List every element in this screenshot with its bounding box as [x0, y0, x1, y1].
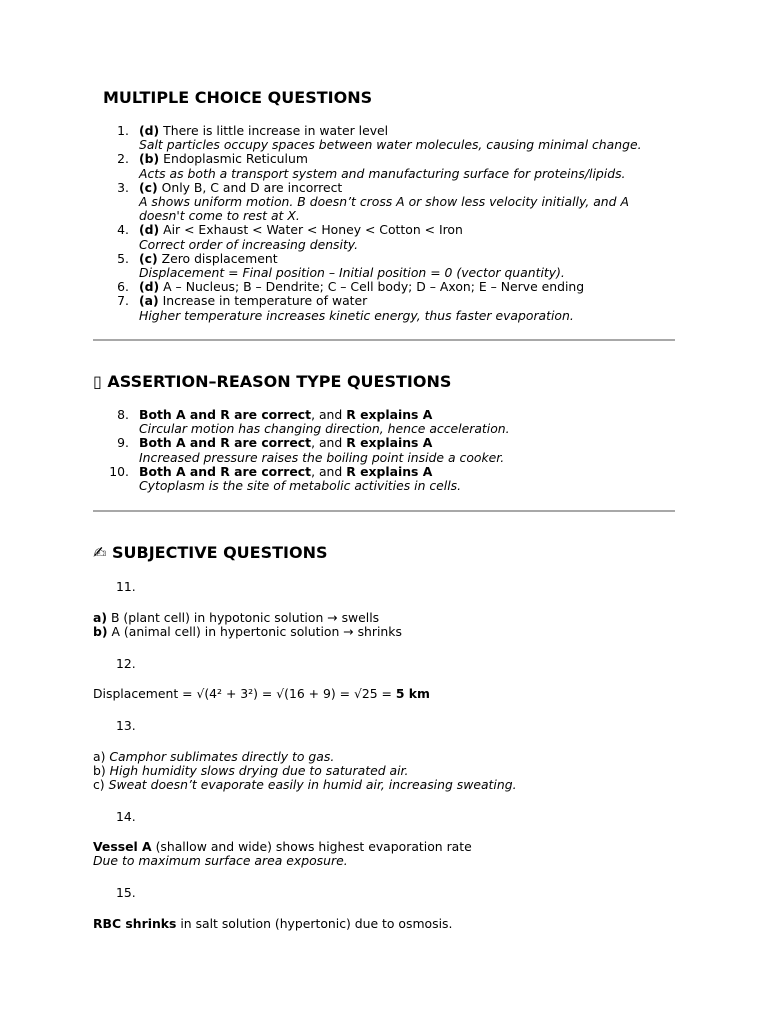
answer-text: (shallow and wide) shows highest evaporation rate — [151, 839, 472, 854]
explanation: Acts as both a transport system and manufacturing surface for proteins/lipids. — [139, 165, 626, 181]
box-icon: ▯ — [93, 372, 102, 391]
section-divider — [93, 510, 675, 512]
item-number: 1. — [117, 123, 129, 138]
answer-text: A – Nucleus; B – Dendrite; C – Cell body; D – Axon; E – Nerve ending — [159, 279, 585, 295]
answer-text: There is little increase in water level — [159, 123, 389, 138]
answer-text: Zero displacement — [157, 250, 278, 266]
question-number: 12. — [116, 656, 136, 671]
question-number: 13. — [116, 718, 136, 733]
explanation: Increased pressure raises the boiling point inside a cooker. — [139, 449, 505, 465]
option-label: (c) — [139, 250, 158, 266]
mcq-list — [93, 124, 693, 323]
section-divider — [93, 339, 675, 341]
part-text: Camphor sublimates directly to gas. — [109, 749, 335, 764]
item-number: 2. — [117, 151, 129, 167]
question-number: 14. — [116, 809, 136, 824]
part-label: b) — [93, 763, 110, 779]
answer-block-12 — [93, 687, 693, 701]
explanation: Cytoplasm is the site of metabolic activities in cells. — [139, 478, 462, 494]
explanation: A shows uniform motion. B doesn’t cross A or show less velocity initially, and A doesn't come to rest at X. — [139, 194, 629, 224]
answer-text: Air < Exhaust < Water < Honey < Cotton < Iron — [159, 222, 463, 238]
answer-text: Increase in temperature of water — [158, 293, 368, 309]
list-item — [93, 465, 693, 493]
list-item — [93, 252, 693, 280]
assertion-heading — [93, 373, 451, 391]
subjective-heading-text: SUBJECTIVE QUESTIONS — [111, 543, 328, 562]
assertion-heading-text: ASSERTION–REASON TYPE QUESTIONS — [107, 372, 452, 391]
explanation: Displacement = Final position – Initial position = 0 (vector quantity). — [139, 265, 565, 281]
answer-block-14 — [93, 840, 693, 868]
answer-connector: , and — [311, 463, 347, 479]
list-item — [93, 280, 693, 294]
explanation: Circular motion has changing direction, hence acceleration. — [139, 421, 510, 437]
item-number: 10. — [109, 463, 129, 479]
part-label: c) — [93, 777, 109, 793]
list-item — [93, 124, 693, 152]
answer-bold: Both A and R are correct — [139, 435, 312, 451]
explanation: Salt particles occupy spaces between water molecules, causing minimal change. — [139, 137, 642, 153]
option-label: (d) — [139, 123, 160, 138]
displacement-formula: Displacement = √(4² + 3²) = √(16 + 9) = √25 = — [93, 686, 396, 701]
answer-block-15 — [93, 917, 693, 931]
list-item — [93, 152, 693, 180]
answer-bold: R explains A — [346, 407, 433, 422]
answer-text: in salt solution (hypertonic) due to osmosis. — [176, 916, 453, 931]
answer-block-11 — [93, 611, 693, 639]
writing-hand-icon: ✍ — [93, 543, 107, 562]
part-label: a) — [93, 610, 108, 625]
item-number: 6. — [117, 279, 129, 295]
subjective-heading — [93, 544, 328, 562]
answer-bold: Both A and R are correct — [139, 407, 312, 422]
answer-connector: , and — [311, 435, 347, 451]
displacement-result: 5 km — [395, 686, 430, 701]
list-item — [93, 223, 693, 251]
item-number: 9. — [117, 435, 129, 451]
list-item — [93, 408, 693, 436]
list-item — [93, 181, 693, 224]
answer-block-13 — [93, 750, 693, 793]
item-number: 3. — [117, 179, 129, 195]
answer-bold: RBC shrinks — [93, 916, 177, 931]
option-label: (c) — [139, 179, 158, 195]
part-text: B (plant cell) in hypotonic solution → swells — [107, 610, 380, 625]
option-label: (d) — [139, 222, 160, 238]
answer-text: Only B, C and D are incorrect — [157, 179, 343, 195]
answer-bold: Both A and R are correct — [139, 463, 312, 479]
question-number: 15. — [116, 885, 136, 900]
list-item — [93, 436, 693, 464]
option-label: (b) — [139, 151, 160, 167]
option-label: (d) — [139, 279, 160, 295]
question-number: 11. — [116, 579, 136, 594]
answer-connector: , and — [311, 407, 347, 422]
item-number: 5. — [117, 250, 129, 266]
part-label: b) — [93, 624, 108, 640]
part-text: High humidity slows drying due to saturated air. — [109, 763, 409, 779]
mcq-heading: MULTIPLE CHOICE QUESTIONS — [103, 88, 373, 107]
answer-bold: R explains A — [346, 435, 433, 451]
assertion-list — [93, 408, 693, 493]
explanation: Due to maximum surface area exposure. — [93, 853, 348, 869]
list-item — [93, 294, 693, 322]
part-text: A (animal cell) in hypertonic solution → shrinks — [107, 624, 402, 640]
option-label: (a) — [139, 293, 159, 309]
item-number: 7. — [117, 293, 129, 309]
answer-bold: Vessel A — [93, 839, 152, 854]
answer-bold: R explains A — [346, 463, 433, 479]
answer-text: Endoplasmic Reticulum — [159, 151, 308, 167]
item-number: 4. — [117, 222, 129, 238]
explanation: Higher temperature increases kinetic energy, thus faster evaporation. — [139, 307, 574, 323]
item-number: 8. — [117, 407, 129, 422]
explanation: Correct order of increasing density. — [139, 236, 359, 252]
part-text: Sweat doesn’t evaporate easily in humid air, increasing sweating. — [108, 777, 517, 793]
part-label: a) — [93, 749, 110, 764]
